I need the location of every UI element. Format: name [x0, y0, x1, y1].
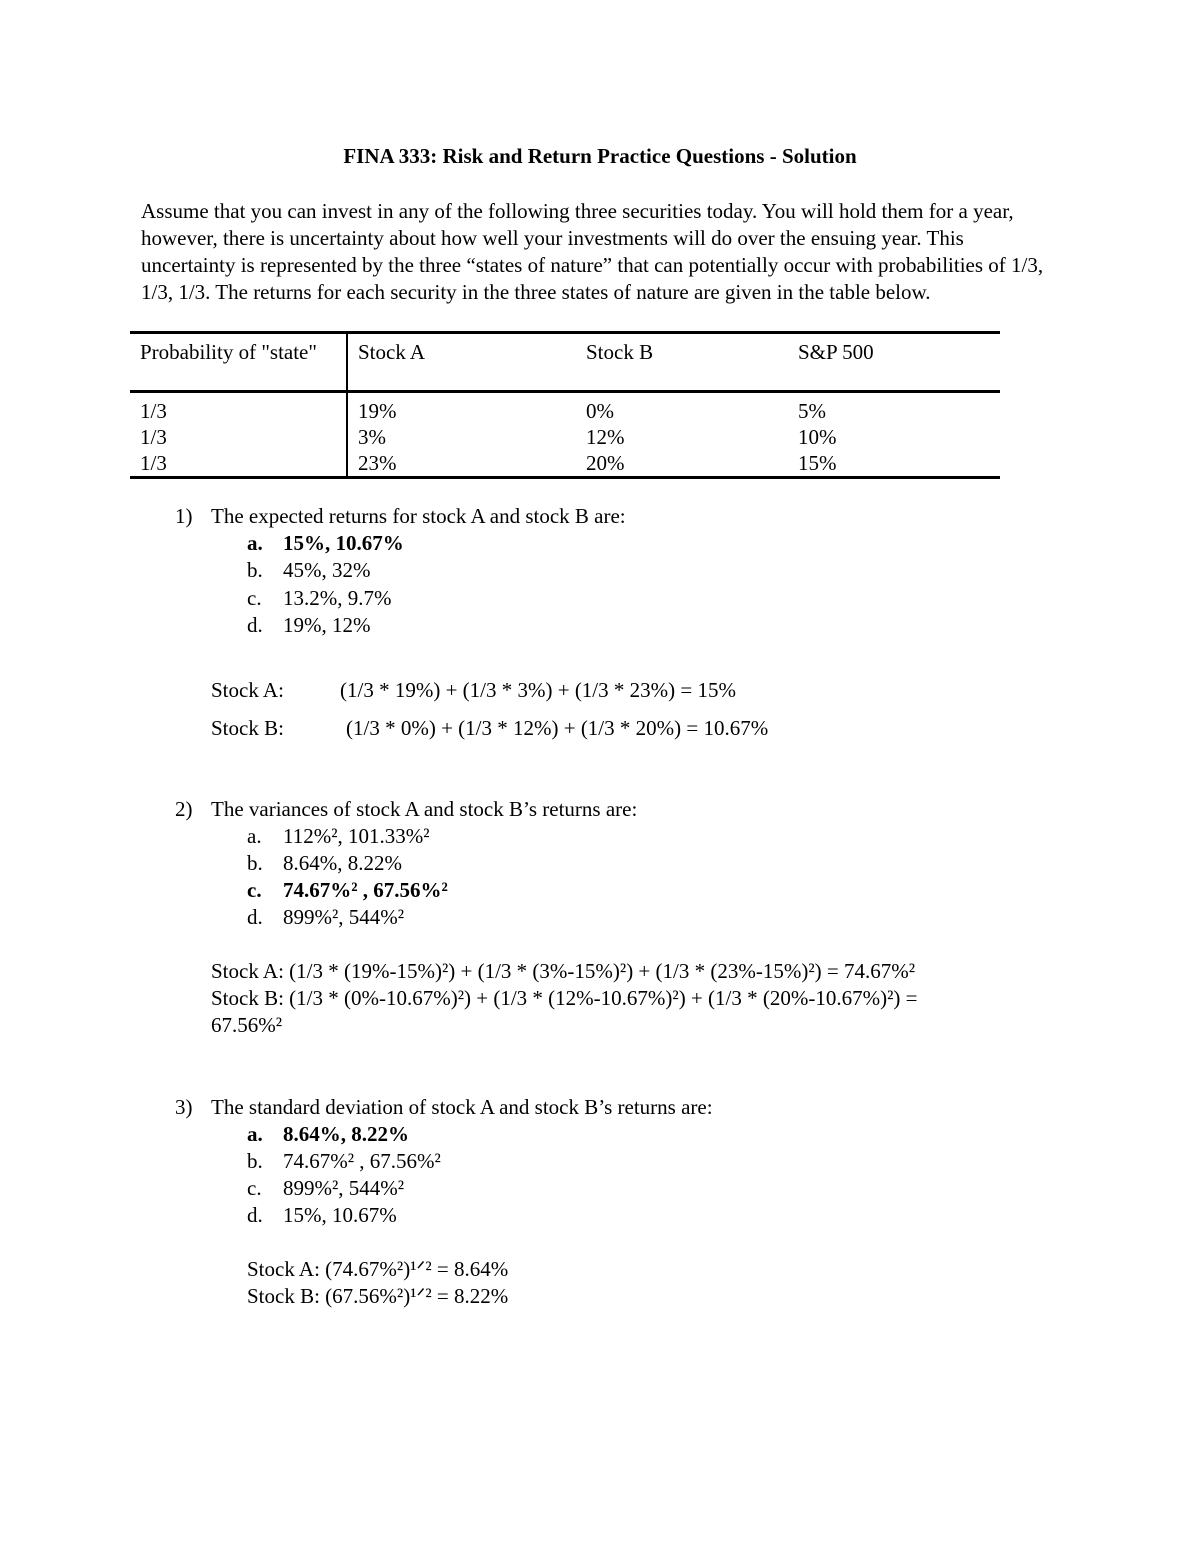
q1-solution-b-expr: (1/3 * 0%) + (1/3 * 12%) + (1/3 * 20%) = 10.67%	[346, 716, 769, 740]
q2-option-b-letter: b.	[247, 851, 263, 875]
returns-table	[130, 331, 1000, 479]
table-row	[130, 424, 1000, 450]
q1-option-c: 13.2%, 9.7%	[283, 586, 392, 610]
q3-solution-line-1: Stock A: (74.67%²)¹ᐟ² = 8.64%	[247, 1257, 509, 1281]
q1-solution-a-expr: (1/3 * 19%) + (1/3 * 3%) + (1/3 * 23%) = 15%	[340, 678, 736, 702]
q2-option-a-letter: a.	[247, 824, 262, 848]
q2-option-d: 899%², 544%²	[283, 905, 405, 929]
table-header-row	[130, 333, 1000, 392]
cell: 15%	[798, 451, 837, 475]
intro-paragraph	[141, 198, 1061, 306]
intro-text: Assume that you can invest in any of the following three securities today. You will hold them for a year, however, there is uncertainty about how well your investments will do over the ensuing year. This uncertainty is represented by the three “states of nature” that can potentially occur with probabilities of 1/3, 1/3, 1/3. The returns for each security in the three states of nature are given in the table below.	[141, 199, 1044, 304]
q2-option-b: 8.64%, 8.22%	[283, 851, 402, 875]
q1-solution-a-label: Stock A:	[211, 678, 284, 702]
question-2-number: 2)	[175, 797, 193, 821]
q2-solution-line-2: Stock B: (1/3 * (0%-10.67%)²) + (1/3 * (12%-10.67%)²) + (1/3 * (20%-10.67%)²) =	[211, 986, 918, 1010]
q3-option-b: 74.67%² , 67.56%²	[283, 1149, 441, 1173]
question-3-number: 3)	[175, 1095, 193, 1119]
cell: 10%	[798, 425, 837, 449]
q1-option-d: 19%, 12%	[283, 613, 371, 637]
cell: 23%	[358, 451, 397, 475]
q3-option-d: 15%, 10.67%	[283, 1203, 397, 1227]
q3-solution-line-2: Stock B: (67.56%²)¹ᐟ² = 8.22%	[247, 1284, 509, 1308]
cell: 19%	[358, 399, 397, 423]
q1-option-a-letter: a.	[247, 531, 263, 555]
q3-option-c: 899%², 544%²	[283, 1176, 405, 1200]
cell: 0%	[586, 399, 614, 423]
q3-option-a: 8.64%, 8.22%	[283, 1122, 409, 1146]
question-1-text: The expected returns for stock A and stock B are:	[211, 504, 626, 528]
header-sp500: S&P 500	[788, 333, 1000, 392]
q2-option-d-letter: d.	[247, 905, 263, 929]
q2-option-c: 74.67%² , 67.56%²	[283, 878, 448, 902]
cell: 1/3	[130, 392, 347, 425]
q3-option-b-letter: b.	[247, 1149, 263, 1173]
q1-option-d-letter: d.	[247, 613, 263, 637]
q2-option-a: 112%², 101.33%²	[283, 824, 430, 848]
q3-option-c-letter: c.	[247, 1176, 262, 1200]
question-1-number: 1)	[175, 504, 193, 528]
q1-solution-b-label: Stock B:	[211, 716, 284, 740]
header-stock-a: Stock A	[347, 333, 576, 392]
question-2-text: The variances of stock A and stock B’s returns are:	[211, 797, 638, 821]
q2-solution-line-3: 67.56%²	[211, 1013, 283, 1037]
question-3-text: The standard deviation of stock A and stock B’s returns are:	[211, 1095, 713, 1119]
q3-option-d-letter: d.	[247, 1203, 263, 1227]
q1-option-c-letter: c.	[247, 586, 262, 610]
q2-option-c-letter: c.	[247, 878, 262, 902]
q1-option-b: 45%, 32%	[283, 558, 371, 582]
q2-solution-line-1: Stock A: (1/3 * (19%-15%)²) + (1/3 * (3%-15%)²) + (1/3 * (23%-15%)²) = 74.67%²	[211, 959, 915, 983]
table-row	[130, 392, 1000, 425]
cell: 12%	[586, 425, 625, 449]
cell: 1/3	[130, 424, 347, 450]
header-stock-b: Stock B	[576, 333, 788, 392]
table-row	[130, 450, 1000, 478]
q1-option-b-letter: b.	[247, 558, 263, 582]
cell: 1/3	[130, 450, 347, 478]
header-probability: Probability of "state"	[130, 333, 347, 392]
cell: 3%	[358, 425, 386, 449]
q1-option-a: 15%, 10.67%	[283, 531, 404, 555]
cell: 5%	[798, 399, 826, 423]
q3-option-a-letter: a.	[247, 1122, 263, 1146]
page-title: FINA 333: Risk and Return Practice Questions - Solution	[343, 144, 857, 168]
cell: 20%	[586, 451, 625, 475]
